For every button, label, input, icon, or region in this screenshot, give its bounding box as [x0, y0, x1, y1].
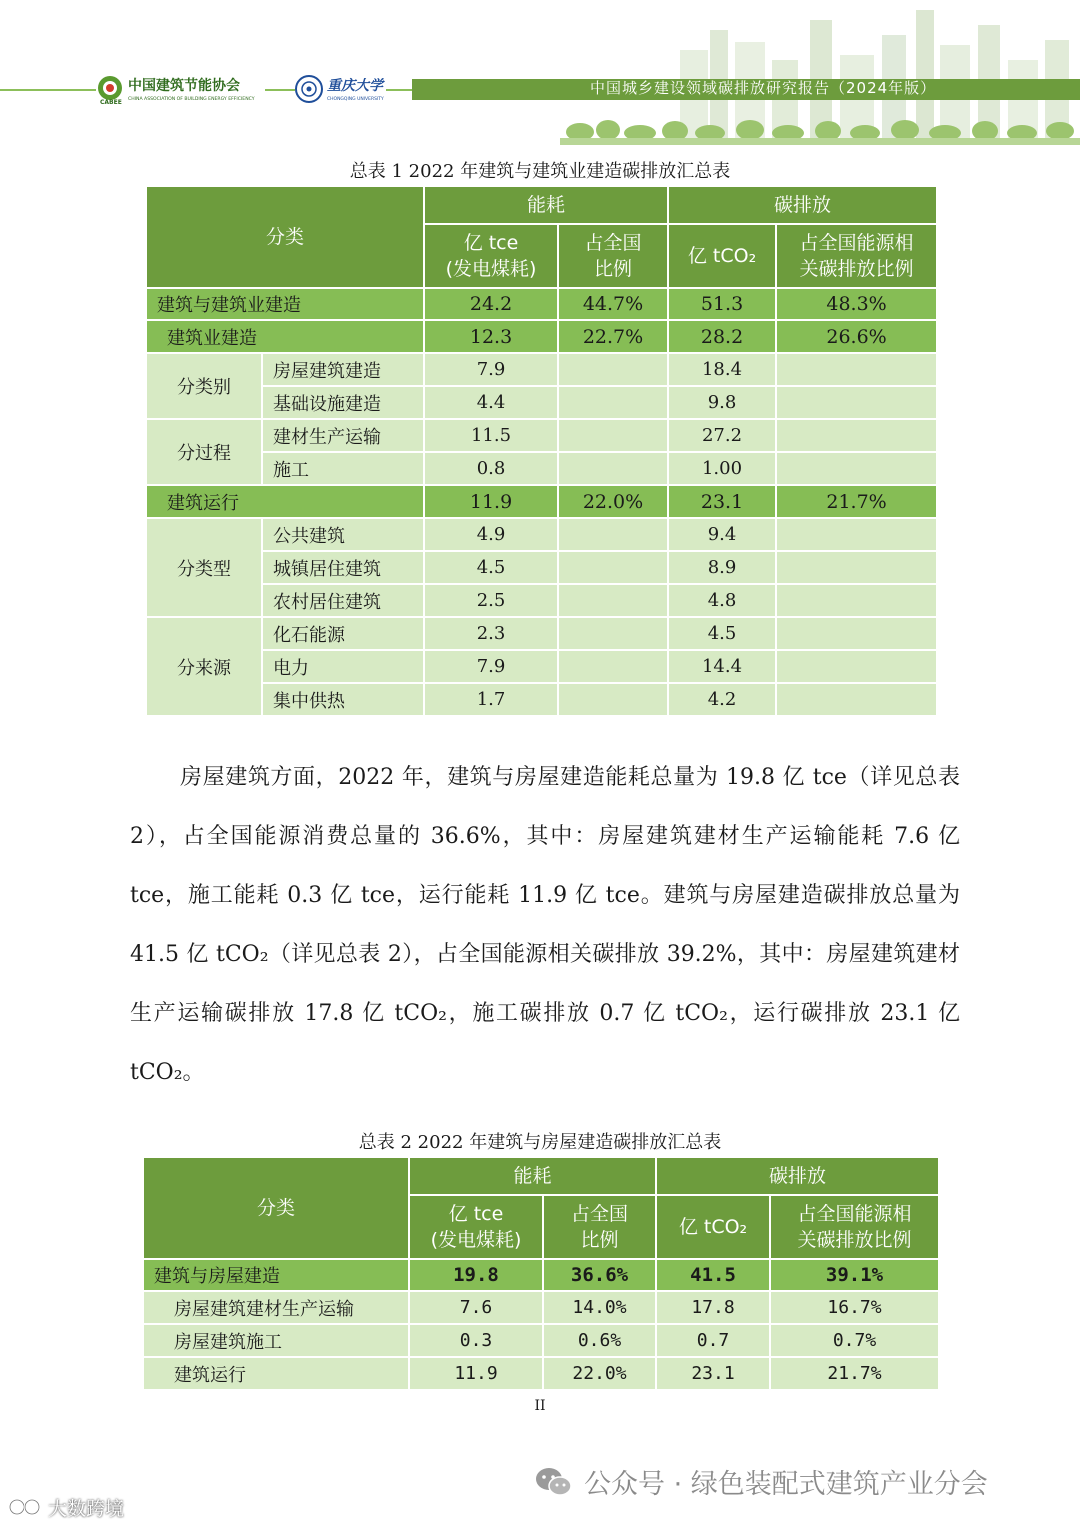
energy-share: 36.6%: [543, 1259, 656, 1291]
table1-caption: 总表 1 2022 年建筑与建筑业建造碳排放汇总表: [349, 161, 731, 182]
header-carbon-share: 占全国能源相 关碳排放比例: [770, 1195, 939, 1259]
carbon-value: 41.5: [656, 1259, 770, 1291]
energy-share: 22.0%: [558, 485, 668, 518]
carbon-share: 16.7%: [770, 1291, 939, 1324]
carbon-value: 9.8: [668, 386, 776, 419]
carbon-share: [776, 584, 937, 617]
energy-value: 2.5: [424, 584, 558, 617]
energy-value: 2.3: [424, 617, 558, 650]
page-number: II: [534, 1398, 546, 1414]
table-row: [146, 485, 937, 518]
table-row: [146, 617, 937, 650]
carbon-share: 21.7%: [776, 485, 937, 518]
table-row: [143, 1324, 939, 1357]
table-row: [146, 518, 937, 551]
carbon-value: 9.4: [668, 518, 776, 551]
row-label: 化石能源: [262, 617, 424, 650]
energy-value: 11.9: [409, 1357, 543, 1390]
city-skyline-illustration: [560, 0, 1080, 145]
table-row: [146, 584, 937, 617]
row-label: 建筑与房屋建造: [143, 1259, 409, 1291]
table-header-row: [143, 1157, 939, 1195]
table-row: [146, 288, 937, 320]
page-header: [0, 0, 1080, 145]
energy-share: [558, 452, 668, 485]
table-row: [146, 452, 937, 485]
header-energy-share: 占全国 比例: [558, 224, 668, 288]
energy-share: 22.0%: [543, 1357, 656, 1390]
energy-value: 0.8: [424, 452, 558, 485]
row-label: 集中供热: [262, 683, 424, 716]
svg-text:中国建筑节能协会: 中国建筑节能协会: [128, 78, 240, 94]
carbon-share: [776, 650, 937, 683]
carbon-value: 18.4: [668, 353, 776, 386]
svg-text:重庆大学: 重庆大学: [327, 78, 383, 94]
energy-value: 19.8: [409, 1259, 543, 1291]
carbon-share: [776, 683, 937, 716]
group-label: 分来源: [146, 617, 262, 716]
row-label: 公共建筑: [262, 518, 424, 551]
carbon-value: 4.8: [668, 584, 776, 617]
row-label: 房屋建筑建材生产运输: [143, 1291, 409, 1324]
table-row: [146, 419, 937, 452]
energy-value: 11.9: [424, 485, 558, 518]
cabee-logo: [96, 72, 264, 106]
energy-share: [558, 518, 668, 551]
corner-watermark: 大数跨境: [48, 1498, 125, 1520]
table1: [145, 185, 938, 717]
energy-value: 12.3: [424, 320, 558, 353]
header-category: 分类: [143, 1157, 409, 1259]
header-rule: [0, 89, 96, 91]
energy-share: [558, 353, 668, 386]
header-rule: [265, 89, 295, 91]
chongqing-university-logo: [295, 72, 387, 106]
table2-caption: 总表 2 2022 年建筑与房屋建造碳排放汇总表: [358, 1132, 722, 1153]
row-label: 农村居住建筑: [262, 584, 424, 617]
svg-text:CHINA ASSOCIATION OF BUILDING: CHINA ASSOCIATION OF BUILDING ENERGY EFFICIENCY: [128, 97, 255, 102]
header-category: 分类: [146, 186, 424, 288]
row-label: 房屋建筑施工: [143, 1324, 409, 1357]
energy-value: 4.5: [424, 551, 558, 584]
carbon-share: 21.7%: [770, 1357, 939, 1390]
energy-share: [558, 683, 668, 716]
energy-share: [558, 551, 668, 584]
table-header-row: [146, 186, 937, 224]
energy-value: 7.6: [409, 1291, 543, 1324]
carbon-share: [776, 518, 937, 551]
carbon-value: 23.1: [656, 1357, 770, 1390]
energy-share: 22.7%: [558, 320, 668, 353]
row-label: 电力: [262, 650, 424, 683]
carbon-value: 17.8: [656, 1291, 770, 1324]
watermark-text: 公众号 · 绿色装配式建筑产业分会: [584, 1469, 988, 1500]
table-row: [146, 353, 937, 386]
header-rule: [386, 89, 412, 91]
header-energy: 能耗: [424, 186, 668, 224]
header-energy-amount: 亿 tce (发电煤耗): [424, 224, 558, 288]
table2: [142, 1156, 940, 1391]
row-label: 施工: [262, 452, 424, 485]
row-label: 建材生产运输: [262, 419, 424, 452]
carbon-share: [776, 353, 937, 386]
carbon-share: [776, 551, 937, 584]
table-row: [146, 386, 937, 419]
header-energy-share: 占全国 比例: [543, 1195, 656, 1259]
header-carbon-amount: 亿 tCO₂: [668, 224, 776, 288]
row-label: 房屋建筑建造: [262, 353, 424, 386]
group-label: 分类型: [146, 518, 262, 617]
paragraph-text: 房屋建筑方面，2022 年，建筑与房屋建造能耗总量为 19.8 亿 tce（详见总表 2），占全国能源消费总量的 36.6%，其中：房屋建筑建材生产运输能耗 7.6 亿 tce，施工能耗 0.3 亿 tce，运行能耗 11.9 亿 tce。建筑与房屋建造碳排放总量为 41.5 亿 tCO₂（详见总表 2），占全国能源相关碳排放 39.2%，其中：房屋建筑建材生产运输碳排放 17.8 亿 tCO₂，施工碳排放 0.7 亿 tCO₂，运行碳排放 23.1 亿 tCO₂。: [130, 765, 960, 1085]
header-energy: 能耗: [409, 1157, 656, 1195]
carbon-share: [776, 452, 937, 485]
energy-value: 4.4: [424, 386, 558, 419]
energy-share: 0.6%: [543, 1324, 656, 1357]
table-row: [143, 1291, 939, 1324]
energy-share: [558, 584, 668, 617]
row-label: 建筑业建造: [146, 320, 424, 353]
energy-share: [558, 650, 668, 683]
carbon-share: 39.1%: [770, 1259, 939, 1291]
header-carbon: 碳排放: [656, 1157, 939, 1195]
row-label: 建筑与建筑业建造: [146, 288, 424, 320]
corner-watermark-icon: [8, 1496, 46, 1518]
header-energy-amount: 亿 tce (发电煤耗): [409, 1195, 543, 1259]
table-row: [146, 650, 937, 683]
svg-text:CHONGQING UNIVERSITY: CHONGQING UNIVERSITY: [327, 97, 384, 102]
carbon-share: 48.3%: [776, 288, 937, 320]
body-paragraph: [130, 748, 960, 1102]
carbon-value: 4.2: [668, 683, 776, 716]
row-label: 基础设施建造: [262, 386, 424, 419]
energy-value: 4.9: [424, 518, 558, 551]
carbon-value: 23.1: [668, 485, 776, 518]
header-carbon-amount: 亿 tCO₂: [656, 1195, 770, 1259]
group-label: 分类别: [146, 353, 262, 419]
energy-share: 14.0%: [543, 1291, 656, 1324]
carbon-value: 4.5: [668, 617, 776, 650]
energy-value: 1.7: [424, 683, 558, 716]
svg-text:CABEE: CABEE: [100, 99, 122, 106]
table-row: [143, 1357, 939, 1390]
table-row: [146, 551, 937, 584]
energy-share: [558, 617, 668, 650]
table-row: [146, 320, 937, 353]
carbon-share: [776, 617, 937, 650]
energy-value: 0.3: [409, 1324, 543, 1357]
carbon-value: 14.4: [668, 650, 776, 683]
table-row: [143, 1259, 939, 1291]
header-carbon: 碳排放: [668, 186, 937, 224]
report-title: 中国城乡建设领域碳排放研究报告（2024年版）: [590, 79, 937, 97]
carbon-value: 0.7: [656, 1324, 770, 1357]
energy-value: 24.2: [424, 288, 558, 320]
wechat-icon: [534, 1466, 574, 1498]
energy-share: 44.7%: [558, 288, 668, 320]
header-carbon-share: 占全国能源相 关碳排放比例: [776, 224, 937, 288]
carbon-value: 28.2: [668, 320, 776, 353]
carbon-share: 0.7%: [770, 1324, 939, 1357]
carbon-value: 27.2: [668, 419, 776, 452]
carbon-value: 1.00: [668, 452, 776, 485]
carbon-value: 8.9: [668, 551, 776, 584]
carbon-value: 51.3: [668, 288, 776, 320]
table-row: [146, 683, 937, 716]
carbon-share: 26.6%: [776, 320, 937, 353]
energy-share: [558, 386, 668, 419]
row-label: 城镇居住建筑: [262, 551, 424, 584]
row-label: 建筑运行: [146, 485, 424, 518]
energy-value: 7.9: [424, 353, 558, 386]
energy-value: 7.9: [424, 650, 558, 683]
carbon-share: [776, 386, 937, 419]
group-label: 分过程: [146, 419, 262, 485]
row-label: 建筑运行: [143, 1357, 409, 1390]
energy-value: 11.5: [424, 419, 558, 452]
carbon-share: [776, 419, 937, 452]
energy-share: [558, 419, 668, 452]
